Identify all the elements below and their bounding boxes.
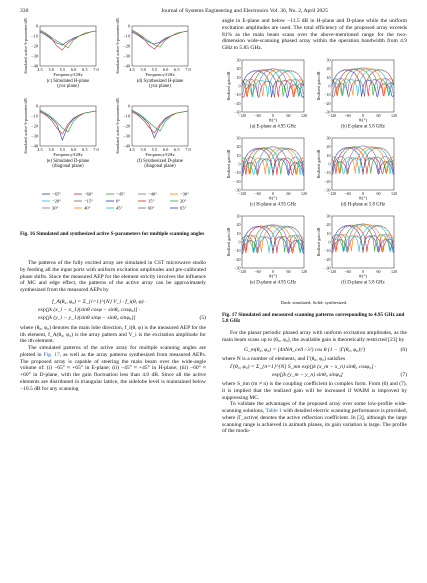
- y-tick-label: 20: [236, 221, 241, 227]
- y-axis-label: Realized gain/dB: [226, 149, 231, 179]
- fig17-panel: [316, 135, 397, 207]
- panel-label: (c) Simulated H-plane: [46, 79, 90, 84]
- panel-sublabel: (diagonal plane): [144, 164, 176, 169]
- equation-7-line-1: Γ(θ₀, φ₀) = Σ_{n=1}^{N} S_mn exp[jk (x_m − x_n) sinθ₀ cosφ₀] ·: [230, 364, 377, 370]
- legend-entry: 0°: [116, 198, 121, 204]
- x-tick-label: 0: [272, 112, 274, 118]
- equation-5-line-3: exp[jk (y_i − y_1)(sinθ sinφ − sinθ₀ sinφ₀)] (5): [38, 314, 206, 321]
- y-tick-label: −40: [123, 143, 130, 149]
- left-column: [20, 18, 206, 392]
- x-axis-label: Frequency/GHz: [145, 152, 175, 157]
- equation-7-line-2: exp[jk (y_m − y_n) sinθ₀ sinφ₀] (7): [272, 372, 407, 378]
- y-tick-label: −10: [31, 113, 38, 119]
- y-axis-label: Simulated active S-parameter/dB: [115, 18, 120, 74]
- x-tick-label: −60: [344, 112, 351, 118]
- x-tick-label: −60: [344, 268, 351, 274]
- equation-5-number: (5): [199, 314, 206, 321]
- y-axis-label: Simulated active S-parameter/dB: [23, 18, 28, 74]
- y-tick-label: −20: [324, 100, 331, 106]
- y-tick-label: 30: [326, 57, 331, 63]
- fig17-panel: [226, 213, 307, 285]
- y-tick-label: 20: [326, 65, 331, 71]
- y-tick-label: −10: [324, 169, 331, 175]
- y-tick-label: 20: [326, 143, 331, 149]
- figure-17-note: Dash: simulated; Solid: synthesized.: [280, 299, 348, 305]
- x-tick-label: 4.5: [129, 147, 135, 152]
- x-tick-label: 60: [376, 268, 381, 274]
- panel-sublabel: (yoz plane): [149, 84, 171, 89]
- y-tick-label: 0: [328, 83, 331, 89]
- figure-17-caption-title: Fig. 17: [222, 311, 237, 318]
- legend-entry: 60°: [148, 205, 155, 211]
- synthesized-pattern-line: [332, 147, 394, 174]
- y-tick-label: 10: [236, 230, 241, 236]
- y-tick-label: 10: [236, 152, 241, 158]
- y-tick-label: −30: [123, 53, 130, 59]
- y-tick-label: −10: [123, 113, 130, 119]
- x-tick-label: 60: [286, 190, 291, 196]
- x-tick-label: 5.5: [59, 147, 66, 152]
- left-paragraph-3: The simulated patterns of the active array for multiple scanning angles are plotted in Fig. 17, as well as the array patterns synthesized from measured AEPs. The proposed array is capable of steering the main beam over the wide-angle volume of: (i) −65° ≈ +65° in E-plane; (ii) −45° ≈ +45° in H-plane; (iii) −60° ≈ +60° in D-plane, with the gain fluctuation less than 4.0 dB. Since all the active elements are distributed in triangular lattice, the sidelobe level is maintained below −10.5 dB for any scanning: [20, 345, 206, 392]
- x-axis-label: Frequency/GHz: [53, 72, 83, 77]
- x-tick-label: 5.5: [151, 67, 158, 72]
- x-tick-label: −60: [344, 190, 351, 196]
- legend-entry: −20°: [52, 198, 62, 204]
- x-tick-label: 5.0: [140, 67, 146, 72]
- x-tick-label: 0: [362, 190, 364, 196]
- panel-label: (e) D-plane at 4.95 GHz: [249, 280, 297, 286]
- y-tick-label: −20: [234, 178, 241, 184]
- y-tick-label: 0: [238, 161, 241, 167]
- fig16-panel: [23, 18, 100, 89]
- x-tick-label: −120: [237, 268, 247, 274]
- y-axis-label: Realized gain/dB: [226, 227, 231, 257]
- y-tick-label: −40: [31, 63, 38, 69]
- x-tick-label: 5.5: [59, 67, 66, 72]
- right-column: [222, 18, 407, 435]
- simulated-pattern-line: [332, 147, 394, 174]
- x-tick-label: −60: [254, 112, 261, 118]
- x-tick-label: 4.5: [37, 147, 43, 152]
- y-tick-label: 30: [236, 57, 241, 63]
- legend-entry: −15°: [84, 198, 94, 204]
- y-tick-label: −40: [123, 63, 130, 69]
- x-tick-label: 120: [391, 268, 397, 274]
- synthesized-pattern-line: [242, 224, 304, 251]
- equation-6-number: (6): [400, 347, 407, 354]
- y-axis-label: Realized gain/dB: [316, 149, 321, 179]
- x-tick-label: 4.5: [37, 67, 43, 72]
- page-header: [20, 8, 407, 18]
- plot-frame: [242, 60, 304, 112]
- fig17-panel: [226, 57, 307, 129]
- panel-label: (d) Synthesized H-plane: [136, 79, 184, 84]
- right-paragraph-4: where S_mn (m ≠ n) is the coupling coefficient in complex form. From (6) and (7), it is implied that the realized gain will be increased if WAIM is improved by suppressing MC.: [222, 381, 407, 401]
- x-tick-label: 7.0: [185, 147, 191, 152]
- synthesized-pattern-line: [332, 224, 394, 251]
- y-tick-label: −30: [31, 53, 38, 59]
- right-paragraph-2: For the planar periodic phased array with uniform excitation amplitudes, as the main beam scans up to (θ₀, φ₀), the available gain is theoretically restricted [23] by: [222, 329, 407, 343]
- panel-label: (d) H-plane at 5.8 GHz: [340, 202, 386, 208]
- x-tick-label: 60: [286, 112, 291, 118]
- series-line: [132, 111, 188, 133]
- right-paragraph-3: where N is a number of elements, and Γ(θ₀, φ₀) satisfies: [222, 356, 346, 363]
- equation-6: G_m(θ₀, φ₀) = (4πNA_cell / λ²) cos θ (1 − |Γ(θ₀, φ₀)|²) (6): [244, 347, 407, 354]
- x-tick-label: 6.0: [162, 147, 169, 152]
- y-tick-label: −20: [324, 178, 331, 184]
- panel-label: (f) D-plane at 5.8 GHz: [341, 280, 385, 286]
- right-paragraph-5: To validate the advantages of the proposed array over some low-profile wide-scanning solutions, Table 1 with detailed electric scanning performance is provided, where |Γ_active| denotes the active reflection coefficient. In [3], although the large scanning range is achieved in azimuth planes, its gain variation is large. The profile of the modu-: [222, 401, 407, 435]
- series-line: [40, 30, 96, 48]
- fig16-panel: [23, 98, 100, 169]
- y-tick-label: −30: [324, 265, 331, 271]
- y-tick-label: 0: [127, 103, 130, 109]
- x-tick-label: 5.0: [140, 147, 146, 152]
- panel-label: (e) Simulated D-plane: [46, 159, 90, 164]
- legend-entry: 20°: [180, 198, 187, 204]
- legend-entry: −65°: [52, 191, 62, 197]
- x-tick-label: 4.5: [129, 67, 135, 72]
- fig17-panel: [226, 135, 307, 207]
- y-tick-label: −20: [324, 256, 331, 262]
- y-tick-label: −10: [123, 33, 130, 39]
- series-line: [132, 30, 188, 47]
- y-tick-label: 10: [326, 152, 331, 158]
- x-tick-label: 5.5: [151, 147, 158, 152]
- simulated-pattern-line: [332, 147, 394, 174]
- y-tick-label: −20: [31, 123, 38, 129]
- x-axis-label: θ/(°): [358, 195, 368, 201]
- journal-title: Journal of Systems Engineering and Electronics Vol. 36, No. 2, April 2025: [161, 8, 328, 14]
- y-axis-label: Realized gain/dB: [316, 71, 321, 101]
- right-paragraph-1: angle in E-plane and below −11.5 dB in H-plane and D-plane while the uniform excitation amplitudes are used. The total efficiency of the proposed array exceeds 81% as the main beam scans over the above-mentioned range for the two-dimension wide-scanning phased array within the operation bandwidth from 4.9 GHz to 5.85 GHz.: [222, 18, 407, 51]
- y-tick-label: −10: [234, 247, 241, 253]
- series-line: [40, 31, 96, 50]
- equation-5-line-2: exp[jk (x_i − x_1)(sinθ cosφ − sinθ₀ cosφ₀)] ·: [38, 306, 141, 313]
- y-tick-label: −20: [123, 43, 130, 49]
- y-tick-label: −30: [324, 187, 331, 193]
- y-tick-label: 10: [236, 74, 241, 80]
- x-tick-label: −120: [237, 190, 247, 196]
- y-tick-label: 0: [328, 161, 331, 167]
- x-tick-label: 120: [391, 190, 397, 196]
- plot-frame: [132, 26, 188, 66]
- y-tick-label: −20: [31, 43, 38, 49]
- x-axis-label: Frequency/GHz: [145, 72, 175, 77]
- x-tick-label: 0: [362, 268, 364, 274]
- figure-17-plots: [222, 55, 407, 307]
- y-tick-label: −10: [324, 91, 331, 97]
- x-axis-label: Frequency/GHz: [53, 152, 83, 157]
- y-tick-label: 20: [326, 221, 331, 227]
- x-tick-label: 6.5: [82, 147, 88, 152]
- y-tick-label: 30: [236, 213, 241, 219]
- y-tick-label: −30: [31, 133, 38, 139]
- y-tick-label: −10: [234, 169, 241, 175]
- y-tick-label: −10: [234, 91, 241, 97]
- y-tick-label: 0: [238, 83, 241, 89]
- fig16-panel: [115, 18, 192, 89]
- simulated-pattern-line: [242, 225, 304, 252]
- legend-entry: −45°: [116, 191, 126, 197]
- y-tick-label: −40: [31, 143, 38, 149]
- y-tick-label: −30: [234, 265, 241, 271]
- fig17-link[interactable]: Fig. 17: [43, 351, 60, 358]
- fig16-panel: [115, 98, 192, 169]
- y-tick-label: −20: [123, 123, 130, 129]
- y-tick-label: 20: [236, 65, 241, 71]
- y-axis-label: Realized gain/dB: [226, 71, 231, 101]
- left-paragraph-1: The patterns of the fully excited array are simulated in CST microwave studio by feeding all the input ports with uniform excitation amplitudes and pre-calibrated phase shifts. Since the measured AEP for the element strictly involves the influence of MC and edge effect, the patterns of the active array can be approximately synthesized from the measured AEPs by: [20, 260, 206, 293]
- legend-entry: −30°: [180, 191, 190, 197]
- x-tick-label: −120: [237, 112, 247, 118]
- y-tick-label: 0: [35, 103, 38, 109]
- x-tick-label: 60: [286, 268, 291, 274]
- y-tick-label: 0: [328, 239, 331, 245]
- x-tick-label: 60: [376, 190, 381, 196]
- synthesized-pattern-line: [242, 148, 304, 175]
- simulated-pattern-line: [242, 148, 304, 175]
- y-tick-label: 0: [238, 239, 241, 245]
- panel-sublabel: (yoz plane): [57, 84, 79, 89]
- figure-16-caption: [20, 231, 206, 237]
- x-axis-label: θ/(°): [358, 117, 368, 123]
- y-tick-label: 0: [127, 23, 130, 29]
- equation-7-number: (7): [400, 372, 407, 378]
- y-tick-label: 20: [236, 143, 241, 149]
- synthesized-pattern-line: [332, 147, 394, 174]
- x-tick-label: −120: [327, 268, 337, 274]
- x-axis-label: θ/(°): [268, 273, 278, 279]
- panel-label: (f) Synthesized D-plane: [137, 159, 183, 164]
- x-tick-label: 7.0: [185, 67, 191, 72]
- x-tick-label: 120: [301, 268, 307, 274]
- x-tick-label: 60: [376, 112, 381, 118]
- fig16-legend: [42, 192, 189, 211]
- x-tick-label: 0: [272, 190, 274, 196]
- table-1-link[interactable]: Table 1: [265, 408, 282, 414]
- series-line: [40, 111, 96, 134]
- figure-16: [20, 18, 206, 254]
- x-tick-label: −60: [254, 268, 261, 274]
- x-axis-label: θ/(°): [268, 117, 278, 123]
- x-tick-label: 6.0: [70, 67, 77, 72]
- y-axis-label: Simulated active S-parameter/dB: [23, 98, 28, 154]
- x-tick-label: 5.0: [48, 147, 54, 152]
- x-tick-label: 6.0: [162, 67, 169, 72]
- legend-entry: 30°: [52, 205, 59, 211]
- simulated-pattern-line: [242, 148, 304, 175]
- y-tick-label: −10: [31, 33, 38, 39]
- series-line: [132, 31, 188, 49]
- x-axis-label: θ/(°): [268, 195, 278, 201]
- synthesized-pattern-line: [242, 148, 304, 175]
- page-number: 330: [20, 8, 29, 14]
- x-tick-label: 120: [301, 190, 307, 196]
- y-tick-label: −20: [234, 100, 241, 106]
- simulated-pattern-line: [332, 224, 394, 251]
- figure-17-caption-text: Simulated and measured scanning patterns corresponding to 4.95 GHz and 5.8 GHz: [222, 311, 405, 325]
- figure-16-plots: [20, 18, 206, 226]
- legend-entry: −40°: [148, 191, 158, 197]
- x-tick-label: −120: [327, 190, 337, 196]
- x-tick-label: 6.5: [82, 67, 88, 72]
- fig17-panel: [316, 213, 397, 285]
- legend-entry: 45°: [116, 205, 123, 211]
- equation-5-line-1: f_A(θ₀, φ₀) = Σ_{i=1}^{N} V_i · f_i(θ, φ) ·: [52, 298, 147, 305]
- x-tick-label: −60: [254, 190, 261, 196]
- panel-sublabel: (diagonal plane): [52, 164, 84, 169]
- left-paragraph-2: where (θ₀, φ₀) denotes the main lobe direction, f_i(θ, φ) is the measured AEP for the ith element, f_A(θ₀, φ₀) is the array pattern and V_i is the excitation amplitude for the ith element.: [20, 324, 206, 345]
- x-tick-label: 6.0: [70, 147, 77, 152]
- y-tick-label: 30: [326, 213, 331, 219]
- figure-17-caption: [222, 312, 407, 325]
- figure-16-caption-text: Simulated and synthesized active S-parameters for multiple scanning angles: [36, 231, 205, 237]
- series-line: [40, 110, 96, 132]
- y-tick-label: −10: [324, 247, 331, 253]
- legend-entry: 65°: [180, 205, 187, 211]
- legend-entry: −60°: [84, 191, 94, 197]
- panel-label: (c) H-plane at 4.95 GHz: [249, 202, 297, 208]
- y-tick-label: −30: [234, 187, 241, 193]
- figure-16-caption-title: Fig. 16: [20, 231, 35, 237]
- y-tick-label: −20: [234, 256, 241, 262]
- y-tick-label: 10: [326, 230, 331, 236]
- x-tick-label: 120: [301, 112, 307, 118]
- x-tick-label: 6.5: [174, 67, 180, 72]
- y-axis-label: Realized gain/dB: [316, 227, 321, 257]
- y-tick-label: 30: [326, 135, 331, 141]
- y-tick-label: −30: [324, 109, 331, 115]
- y-tick-label: 10: [326, 74, 331, 80]
- y-tick-label: 30: [236, 135, 241, 141]
- plot-frame: [40, 26, 96, 66]
- legend-entry: 15°: [148, 198, 155, 204]
- y-tick-label: −30: [234, 109, 241, 115]
- legend-entry: 40°: [84, 205, 91, 211]
- x-tick-label: 0: [362, 112, 364, 118]
- figure-17: [222, 55, 407, 326]
- x-tick-label: 120: [391, 112, 397, 118]
- y-tick-label: 0: [35, 23, 38, 29]
- x-tick-label: 7.0: [93, 147, 99, 152]
- x-tick-label: −120: [327, 112, 337, 118]
- x-tick-label: 5.0: [48, 67, 54, 72]
- x-tick-label: 0: [272, 268, 274, 274]
- plot-frame: [242, 216, 304, 268]
- y-axis-label: Simulated active S-parameter/dB: [115, 98, 120, 154]
- series-line: [132, 110, 188, 131]
- x-tick-label: 7.0: [93, 67, 99, 72]
- panel-label: (b) E-plane at 5.8 GHz: [341, 124, 385, 130]
- fig17-panel: [316, 57, 397, 129]
- x-axis-label: θ/(°): [358, 273, 368, 279]
- y-tick-label: −30: [123, 133, 130, 139]
- x-tick-label: 6.5: [174, 147, 180, 152]
- panel-label: (a) E-plane at 4.95 GHz: [250, 124, 296, 130]
